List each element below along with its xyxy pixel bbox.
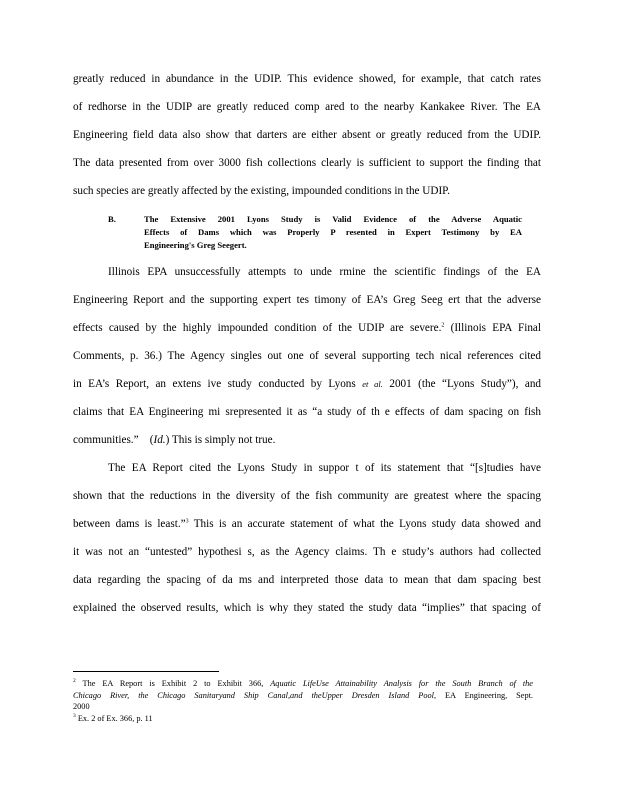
body-line: of redhorse in the UDIP are greatly reduced comp ared to the nearby Kankakee River. The EA bbox=[73, 101, 541, 113]
body-text: This is an accurate statement of what the Lyons study data showed and bbox=[193, 518, 541, 530]
body-text: in EA’s Report, an extens ive study conducted by Lyons bbox=[73, 378, 356, 390]
footnote-title: Aquatic LifeUse Attainability Analysis for the South Branch of the bbox=[270, 679, 533, 688]
body-line bbox=[73, 518, 541, 530]
section-heading-line: Engineering's Greg Seegert. bbox=[144, 240, 247, 250]
footnote bbox=[73, 691, 533, 700]
footnote-text: Ex. 2 of Ex. 366, p. 11 bbox=[77, 714, 153, 723]
body-text-italic: et al. bbox=[362, 379, 383, 389]
body-line: communities.” (Id.) This is simply not true. bbox=[73, 434, 276, 446]
body-text: communities.” bbox=[73, 434, 139, 446]
body-line: data regarding the spacing of da ms and interpreted those data to mean that dam spacing best bbox=[73, 574, 541, 586]
footnote-text: , EA Engineering, Sept. bbox=[433, 691, 533, 700]
footnote: 2000 bbox=[73, 702, 90, 711]
footnote-title: Chicago River, the Chicago Sanitaryand Ship Canal,and theUpper Dresden Island Pool bbox=[73, 691, 434, 700]
body-text: effects caused by the highly impounded condition of the UDIP are severe. bbox=[73, 322, 442, 334]
footnote bbox=[73, 714, 533, 723]
footnote-number: 2 bbox=[73, 678, 76, 685]
footnote-number: 3 bbox=[73, 713, 76, 720]
footnote-separator bbox=[73, 671, 219, 672]
body-line: Engineering field data also show that darters are either absent or greatly reduced from the UDIP. bbox=[73, 129, 541, 141]
body-line: Comments, p. 36.) The Agency singles out one of several supporting tech nical references cited bbox=[73, 350, 541, 362]
footnote-text: The EA Report is Exhibit 2 to Exhibit 366, bbox=[82, 679, 264, 688]
section-letter: B. bbox=[108, 214, 116, 224]
body-line: greatly reduced in abundance in the UDIP. This evidence showed, for example, that catch rates bbox=[73, 73, 541, 85]
body-text: between dams is least.” bbox=[73, 518, 186, 530]
body-text: ) This is simply not true. bbox=[165, 434, 276, 446]
body-text: 2001 (the “Lyons Study”), and bbox=[389, 378, 542, 390]
section-heading bbox=[108, 214, 528, 254]
section-heading-line: The Extensive 2001 Lyons Study is Valid Evidence of the Adverse Aquatic bbox=[144, 214, 522, 224]
body-line: Engineering Report and the supporting expert tes timony of EA’s Greg Seeg ert that the adverse bbox=[73, 294, 541, 306]
body-line: claims that EA Engineering mi srepresented it as “a study of th e effects of dam spacing on fish bbox=[73, 406, 541, 418]
section-heading-line: Effects of Dams which was Properly P resented in Expert Testimony by EA bbox=[144, 227, 522, 237]
footnote bbox=[73, 679, 533, 688]
body-line: shown that the reductions in the diversity of the fish community are greatest where the spacing bbox=[73, 490, 541, 502]
body-line: it was not an “untested” hypothesi s, as the Agency claims. Th e study’s authors had collected bbox=[73, 546, 541, 558]
body-line bbox=[73, 378, 541, 390]
body-line: The data presented from over 3000 fish collections clearly is sufficient to support the finding that bbox=[73, 157, 541, 169]
footnote-ref: 2 bbox=[441, 322, 445, 329]
body-line: The EA Report cited the Lyons Study in suppor t of its statement that “[s]tudies have bbox=[108, 462, 541, 474]
body-line: such species are greatly affected by the existing, impounded conditions in the UDIP. bbox=[73, 185, 450, 197]
body-line: explained the observed results, which is why they stated the study data “implies” that spacing of bbox=[73, 602, 541, 614]
body-line: Illinois EPA unsuccessfully attempts to unde rmine the scientific findings of the EA bbox=[108, 266, 541, 278]
footnote-ref: 3 bbox=[185, 518, 189, 525]
body-text-italic: Id. bbox=[153, 434, 166, 446]
body-text: (Illinois EPA Final bbox=[450, 322, 541, 334]
body-line bbox=[73, 322, 541, 334]
